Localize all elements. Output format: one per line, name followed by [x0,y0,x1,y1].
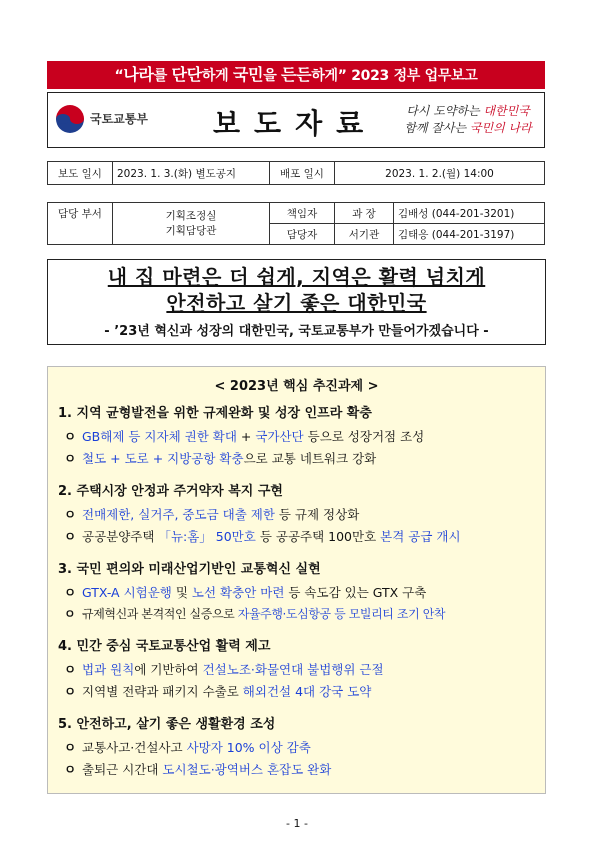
chief-title: 과 장 [335,203,394,224]
department-label: 담당 부서 [48,203,113,245]
item-text: 등 규제 정상화 [274,507,360,522]
item-text: 철도 + 도로 + 지방공항 확충 [82,451,244,466]
staff-contact: 김태응 (044-201-3197) [394,224,545,245]
item-text: 「뉴:홈」 50만호 [158,529,256,544]
task-section-5: 5. 안전하고, 살기 좋은 생활환경 조성 [58,717,276,732]
banner-word-nation: 나라 [123,65,154,84]
headline-line-2: 안전하고 살기 좋은 대한민국 [166,291,427,315]
item-text: 교통사고·건설사고 [82,740,187,755]
item-text: 사망자 10% 이상 감축 [186,740,311,755]
item-text: 해외건설 4대 강국 도약 [242,684,372,699]
item-text: 에 기반하여 [134,662,203,677]
key-tasks-box [47,366,546,794]
bullet-icon: ㅇ [64,507,77,522]
list-item [64,527,461,545]
item-text: 등 속도감 있는 GTX 구축 [284,585,427,600]
list-item [64,760,331,778]
task-section-2: 2. 주택시장 안정과 주거약자 복지 구현 [58,484,283,499]
distribution-date-value: 2023. 1. 2.(월) 14:00 [335,162,545,185]
slogan-text: 대한민국 [483,104,530,118]
slogan-text: 도약하는 [433,104,484,118]
list-item [64,682,371,700]
page-number: - 1 - [286,817,308,830]
task-section-3: 3. 국민 편의와 미래산업기반인 교통혁신 실현 [58,562,321,577]
item-text: 규제혁신과 본격적인 실증으로 [82,607,238,621]
headline-subtitle: - ’23년 혁신과 성장의 대한민국, 국토교통부가 만들어가겠습니다 - [104,324,489,339]
department-line: 기획조정실 [165,209,217,222]
chief-contact: 김배성 (044-201-3201) [394,203,545,224]
item-text: 으로 교통 네트워크 강화 [243,451,377,466]
bullet-icon: ㅇ [64,662,77,677]
item-text: GTX-A 시험운행 [82,585,172,600]
list-item [64,660,384,678]
headline-line-1: 내 집 마련은 더 쉽게, 지역은 활력 넘치게 [107,265,486,289]
bullet-icon: ㅇ [64,684,77,699]
item-text: + [236,429,256,444]
item-text: 출퇴근 시간대 [82,762,163,777]
list-item [64,583,426,601]
banner-text: 하게 [201,68,233,84]
taegeuk-logo-icon [56,105,84,133]
item-text: 공공분양주택 [82,529,159,544]
task-section-1: 1. 지역 균형발전을 위한 규제완화 및 성장 인프라 확충 [58,406,372,421]
item-text: 본격 공급 개시 [380,529,461,544]
release-info-table [47,161,545,185]
item-text: 지역별 전략과 패키지 수출로 [82,684,243,699]
release-date-value: 2023. 1. 3.(화) 별도공지 [113,162,270,185]
department-value [113,203,270,245]
bullet-icon: ㅇ [64,529,77,544]
bullet-icon: ㅇ [64,762,77,777]
list-item [64,427,424,445]
item-text: 노선 확충안 마련 [191,585,285,600]
bullet-icon: ㅇ [64,607,76,621]
slogan-text: 함께 [404,121,432,135]
task-section-4: 4. 민간 중심 국토교통산업 활력 제고 [58,639,271,654]
slogan-text: 다시 [406,104,434,118]
slogan-text: 국민의 나라 [469,121,532,135]
chief-label: 책임자 [270,203,335,224]
key-tasks-heading: < 2023년 핵심 추진과제 > [214,379,379,394]
banner-word-firm: 단단 [171,65,202,84]
item-text: 및 [171,585,192,600]
top-banner [47,61,545,89]
staff-title: 서기관 [335,224,394,245]
ministry-name: 국토교통부 [90,112,148,126]
list-item [64,505,359,523]
item-text: 전매제한, 실거주, 중도금 대출 제한 [82,507,275,522]
item-text: 등 공공주택 100만호 [255,529,381,544]
bullet-icon: ㅇ [64,740,77,755]
item-text: 등으로 성장거점 조성 [303,429,425,444]
banner-quote: “ [114,68,124,84]
government-slogan [398,103,538,137]
contact-info-table [47,202,545,245]
bullet-icon: ㅇ [64,585,77,600]
list-item [64,449,376,467]
department-line: 기획담당관 [165,224,217,237]
banner-text: 을 [263,68,281,84]
item-text: GB해제 등 지자체 권한 확대 [82,429,237,444]
item-text: 국가산단 [255,429,304,444]
banner-text: 를 [153,68,172,84]
bullet-icon: ㅇ [64,429,77,444]
banner-text: 하게” 2023 정부 업무보고 [311,68,478,84]
banner-word-people: 국민 [232,65,264,84]
item-text: 건설노조·화물연대 불법행위 근절 [202,662,384,677]
press-release-title: 보도자료 [213,107,378,140]
bullet-icon: ㅇ [64,451,77,466]
list-item [64,738,311,756]
distribution-date-label: 배포 일시 [270,162,335,185]
headline-box [47,259,546,345]
item-text: 도시철도·광역버스 혼잡도 완화 [162,762,332,777]
slogan-text: 잘사는 [431,121,470,135]
banner-word-secure: 든든 [281,65,312,84]
item-text: 자율주행·도심항공 등 모빌리티 조기 안착 [237,607,446,621]
item-text: 법과 원칙 [82,662,135,677]
staff-label: 담당자 [270,224,335,245]
press-header [47,92,545,148]
list-item [64,605,445,622]
release-date-label: 보도 일시 [48,162,113,185]
